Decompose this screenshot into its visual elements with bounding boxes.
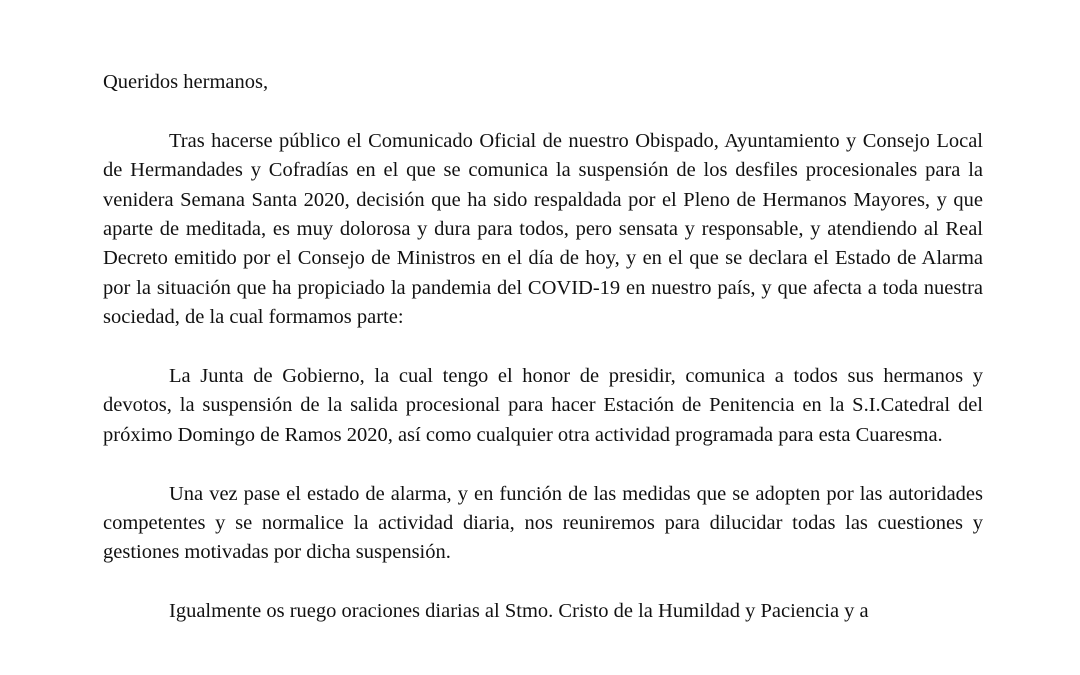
paragraph-junta-announcement: La Junta de Gobierno, la cual tengo el honor de presidir, comunica a todos sus hermanos y devotos, la suspensión de la salida procesional para hacer Estación de Penitencia en la S.I.Catedral del próximo Domingo de Ramos 2020, así como cualquier otra actividad programada para esta Cuaresma. — [103, 365, 983, 446]
paragraph-after-alarm: Una vez pase el estado de alarma, y en función de las medidas que se adopten por las autoridades competentes y se normalice la actividad diaria, nos reuniremos para dilucidar todas las cuestiones y gestiones motivadas por dicha suspensión. — [103, 482, 983, 564]
paragraph-prayers: Igualmente os ruego oraciones diarias al Stmo. Cristo de la Humildad y Paciencia y a — [169, 600, 869, 623]
letter-greeting: Queridos hermanos, — [103, 71, 269, 93]
paragraph-suspension-context: Tras hacerse público el Comunicado Oficial de nuestro Obispado, Ayuntamiento y Consejo Local de Hermandades y Cofradías en el que se comunica la suspensión de los desfiles procesionales para la venidera Semana Santa 2020, decisión que ha sido respaldada por el Pleno de Hermanos Mayores, y que aparte de meditada, es muy dolorosa y dura para todos, pero sensata y responsable, y atendiendo al Real Decreto emitido por el Consejo de Ministros en el día de hoy, y en el que se declara el Estado de Alarma por la situación que ha propiciado la pandemia del COVID-19 en nuestro país, y que afecta a toda nuestra sociedad, de la cual formamos parte: — [103, 129, 983, 329]
letter-body — [103, 68, 983, 656]
